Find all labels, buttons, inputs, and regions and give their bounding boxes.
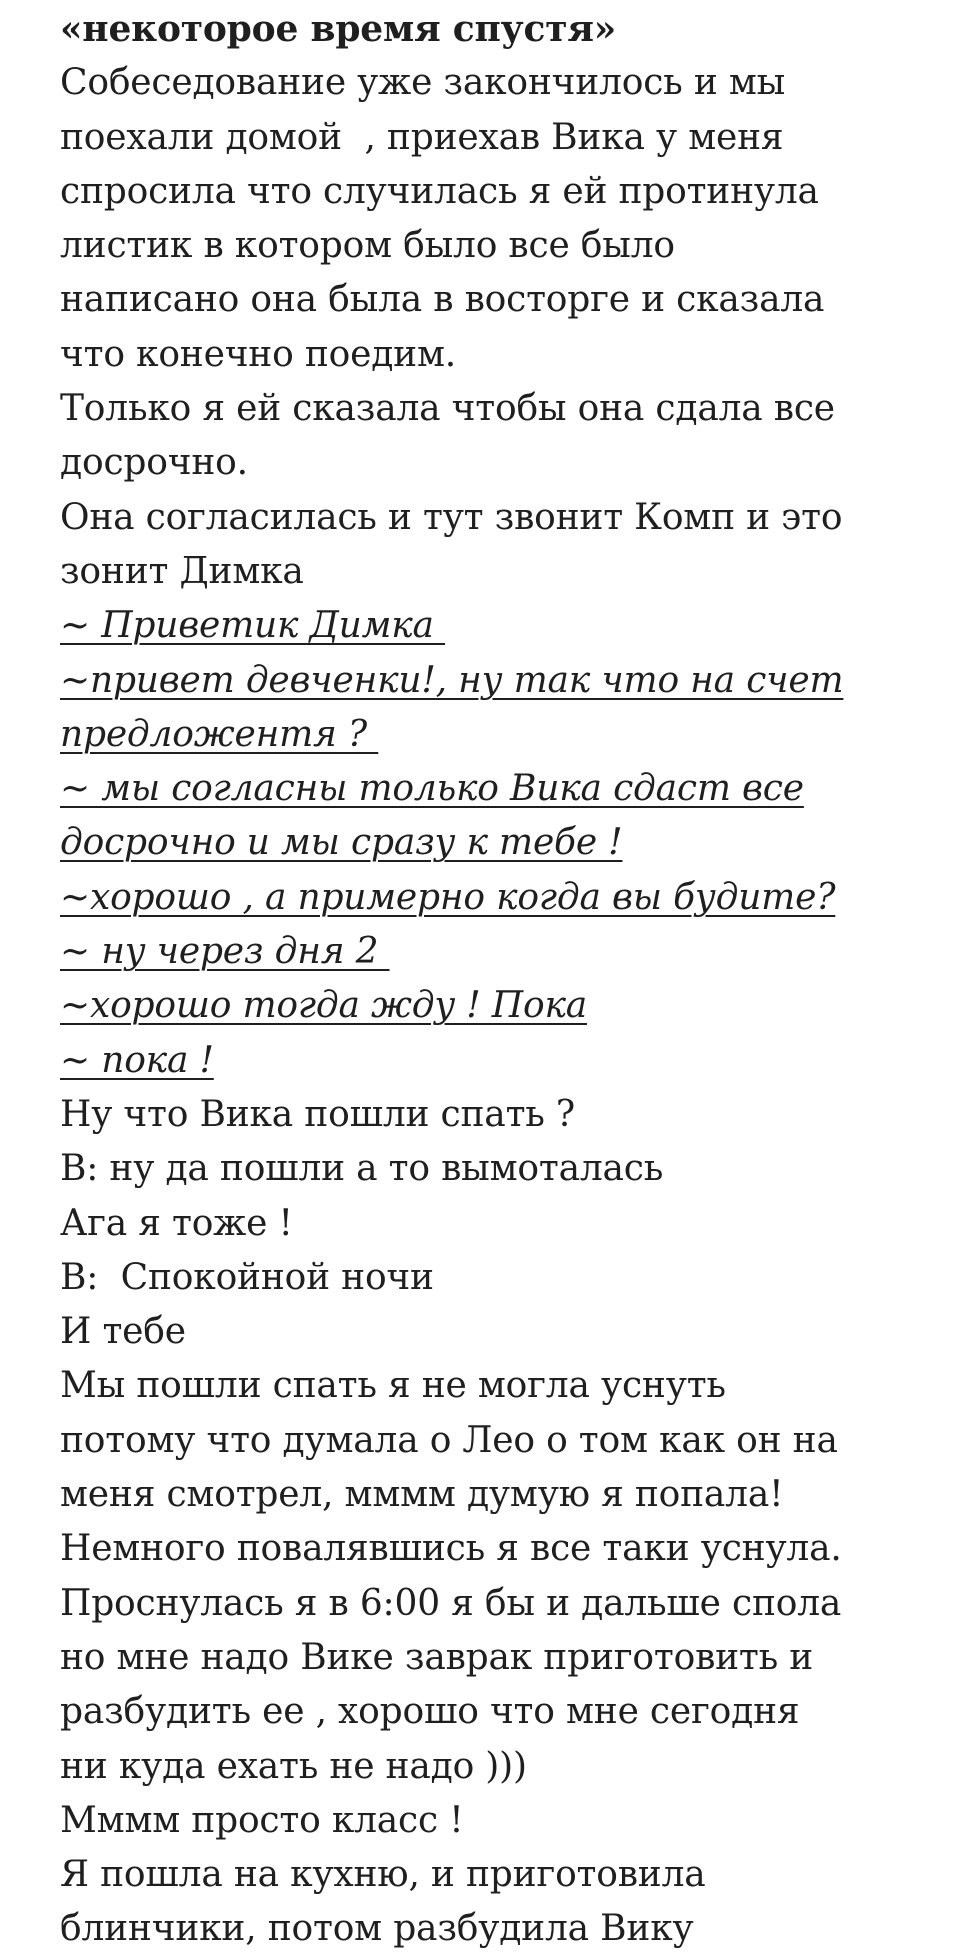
section-heading: «некоторое время спустя» (60, 8, 617, 50)
text-line: потому что думала о Лео о том как он на (60, 1419, 838, 1461)
text-line: разбудить ее , хорошо что мне сегодня (60, 1691, 800, 1733)
text-line: Я пошла на кухню, и приготовила (60, 1854, 706, 1896)
text-line: В: Спокойной ночи (60, 1256, 434, 1298)
text-line: блинчики, потом разбудила Вику (60, 1908, 694, 1950)
text-line: Мммм просто класс ! (60, 1799, 464, 1841)
text-line: И тебе (60, 1311, 186, 1353)
text-line: что конечно поедим. (60, 333, 456, 375)
story-lines (60, 56, 940, 1956)
story-text (60, 2, 940, 1957)
dialogue-line: ~хорошо , а примерно когда вы будите? (60, 876, 836, 918)
text-line: Только я ей сказала чтобы она сдала все (60, 388, 835, 430)
text-line: Ну что Вика пошли спать ? (60, 1093, 576, 1135)
text-line: Ага я тоже ! (60, 1202, 293, 1244)
text-line: написано она была в восторге и сказала (60, 279, 825, 321)
text-line: ни куда ехать не надо ))) (60, 1745, 527, 1787)
text-line: Проснулась я в 6:00 я бы и дальше спола (60, 1582, 842, 1624)
dialogue-line: ~хорошо тогда жду ! Пока (60, 985, 588, 1027)
text-line: меня смотрел, мммм думую я попала! (60, 1474, 784, 1516)
text-line: листик в котором было все было (60, 225, 675, 267)
dialogue-line: ~привет девченки!, ну так что на счет (60, 659, 844, 701)
text-line: В: ну да пошли а то вымоталась (60, 1148, 664, 1190)
dialogue-line: ~ мы согласны только Вика сдаст все (60, 768, 804, 810)
dialogue-line: предложентя ? (60, 713, 379, 755)
text-line: досрочно. (60, 442, 248, 484)
text-line: поехали домой , приехав Вика у меня (60, 116, 784, 158)
text-line: спросила что случилась я ей протинула (60, 170, 819, 212)
dialogue-line: ~ ну через дня 2 (60, 931, 390, 973)
text-line: зонит Димка (60, 550, 304, 592)
dialogue-line: ~ пока ! (60, 1039, 214, 1081)
dialogue-line: досрочно и мы сразу к тебе ! (60, 822, 623, 864)
text-line: Мы пошли спать я не могла уснуть (60, 1365, 726, 1407)
text-line: Собеседование уже закончилось и мы (60, 62, 786, 104)
text-line: Она согласилась и тут звонит Комп и это (60, 496, 843, 538)
text-line: Немного повалявшись я все таки уснула. (60, 1528, 842, 1570)
text-line: но мне надо Вике заврак приготовить и (60, 1636, 814, 1678)
dialogue-line: ~ Приветик Димка (60, 605, 446, 647)
